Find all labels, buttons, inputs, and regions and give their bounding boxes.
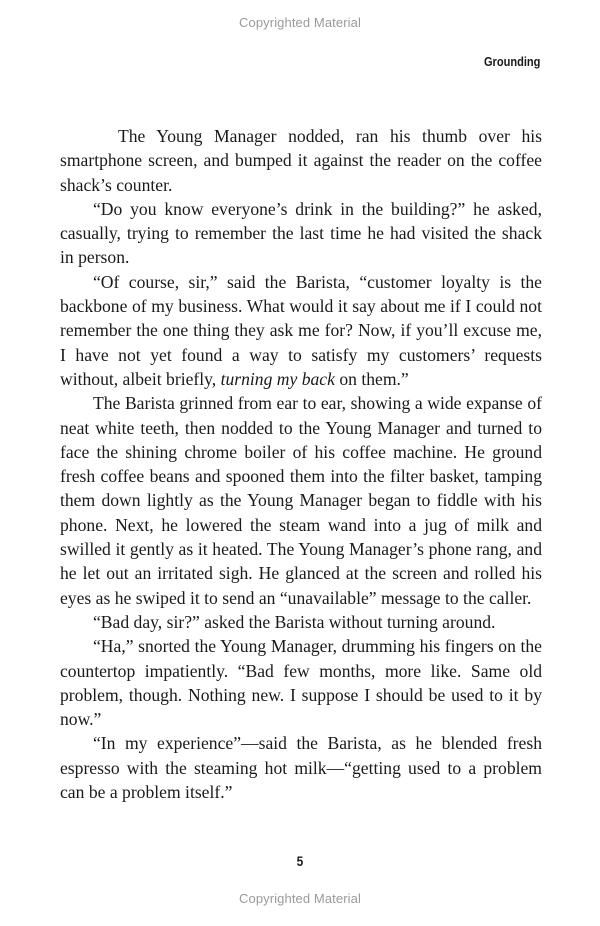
paragraph-3-emphasis: turning my back	[220, 368, 335, 389]
paragraph-3	[60, 270, 542, 391]
paragraph-6: “Ha,” snorted the Young Manager, drumming his fingers on the countertop impatiently. “Bad few months, more like. Same old problem, though. Nothing new. I suppose I should be used to it by now.”	[60, 636, 542, 730]
running-head: Grounding	[483, 54, 540, 69]
paragraph-5: “Bad day, sir?” asked the Barista without turning around.	[93, 611, 496, 632]
page-number: 5	[296, 853, 304, 869]
copyright-watermark-top: Copyrighted Material	[239, 15, 361, 30]
copyright-watermark-bottom: Copyrighted Material	[239, 891, 361, 906]
paragraph-1: The Young Manager nodded, ran his thumb over his smartphone screen, and bumped it against the reader on the coffee shack’s counter.	[60, 126, 542, 195]
body-text	[60, 124, 542, 804]
paragraph-2: “Do you know everyone’s drink in the building?” he asked, casually, trying to remember the last time he had visited the shack in person.	[60, 198, 542, 268]
paragraph-7: “In my experience”—said the Barista, as he blended fresh espresso with the steaming hot milk—“getting used to a problem can be a problem itself.”	[60, 733, 542, 803]
paragraph-3-text-before: “Of course, sir,” said the Barista, “customer loyalty is the backbone of my business. What would it say about me if I could not remember the one thing they ask me for? Now, if you’ll excuse me, I have not yet found a way to satisfy my customers’ requests without, albeit briefly,	[60, 271, 542, 389]
paragraph-3-text-after: on them.”	[334, 368, 409, 389]
paragraph-4: The Barista grinned from ear to ear, showing a wide expanse of neat white teeth, then nodded to the Young Manager and turned to face the shining chrome boiler of his coffee machine. He ground fresh coffee beans and spooned them into the filter basket, tamping them down lightly as the Young Manager began to fiddle with his phone. Next, he lowered the steam wand into a jug of milk and swilled it gently as it heated. The Young Manager’s phone rang, and he let out an irritated sigh. He glanced at the screen and rolled his eyes as he swiped it to send an “unavailable” message to the caller.	[60, 393, 542, 608]
